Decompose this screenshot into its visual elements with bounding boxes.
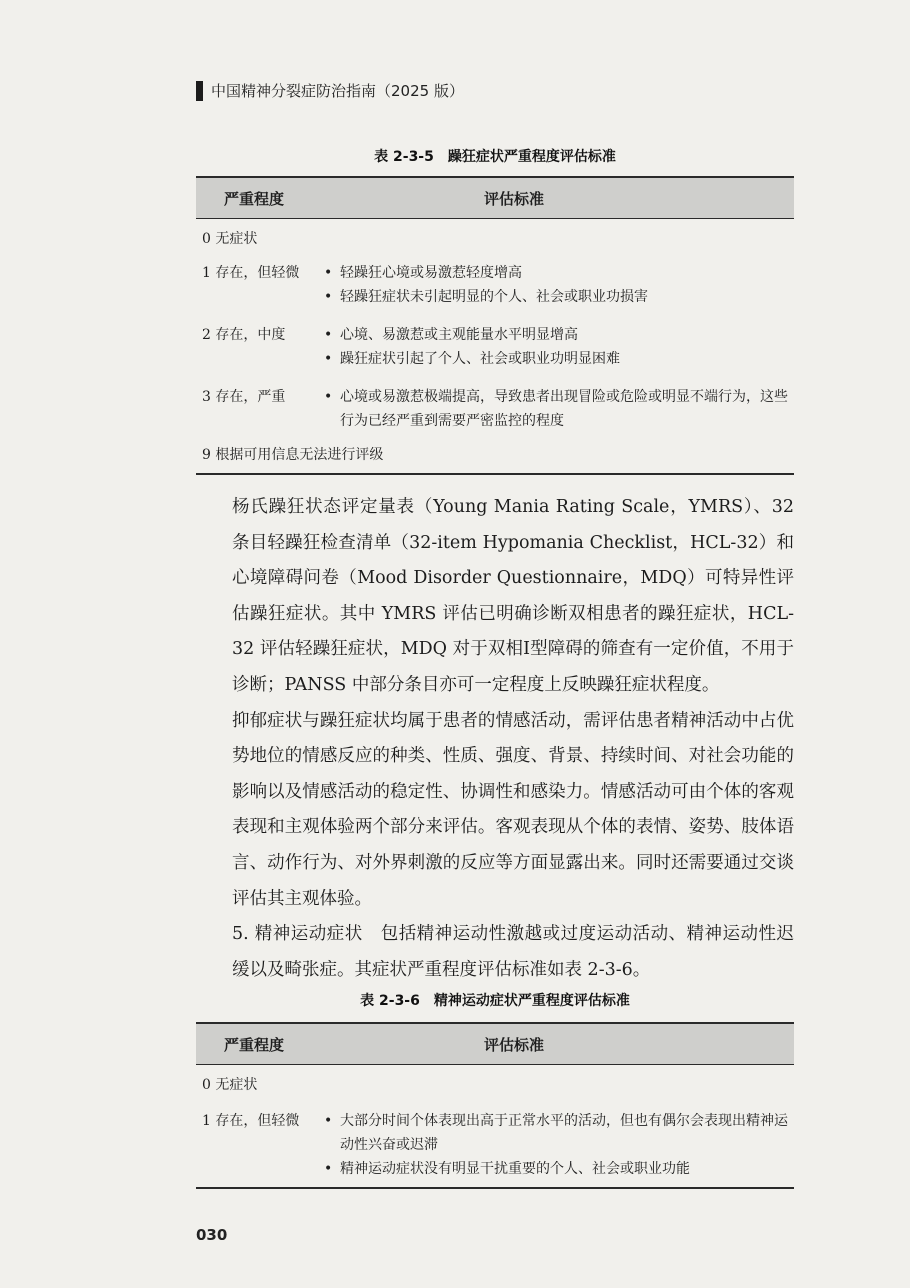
criteria-cell bbox=[324, 1109, 794, 1181]
criteria-item bbox=[324, 261, 794, 285]
table2-header-row bbox=[196, 1022, 794, 1065]
severity-level: 0 无症状 bbox=[202, 1077, 258, 1093]
severity-level: 0 无症状 bbox=[202, 231, 258, 247]
header-bar-mark bbox=[196, 81, 203, 101]
page-number: 030 bbox=[196, 1226, 228, 1244]
bullet-icon: • bbox=[324, 265, 333, 281]
severity-level: 9 根据可用信息无法进行评级 bbox=[202, 447, 384, 463]
paragraph-affect: 抑郁症状与躁狂症状均属于患者的情感活动，需评估患者精神活动中占优势地位的情感反应的种类、性质、强度、背景、持续时间、对社会功能的影响以及情感活动的稳定性、协调性和感染力。情感活动可由个体的客观表现和主观体验两个部分来评估。客观表现从个体的表情、姿势、肢体语言、动作行为、对外界刺激的反应等方面显露出来。同时还需要通过交谈评估其主观体验。 bbox=[232, 710, 794, 909]
criteria-item bbox=[324, 285, 794, 309]
severity-level: 1 存在，但轻微 bbox=[202, 265, 300, 281]
criteria-text: 轻躁狂症状未引起明显的个人、社会或职业功损害 bbox=[340, 289, 648, 305]
severity-level: 3 存在，严重 bbox=[202, 389, 286, 405]
severity-level: 1 存在，但轻微 bbox=[202, 1113, 300, 1129]
table2-col-level: 严重程度 bbox=[224, 1035, 285, 1054]
section-text: 包括精神运动性激越或过度运动活动、精神运动性迟缓以及畸张症。其症状严重程度评估标准如表 2-3-6。 bbox=[232, 924, 795, 980]
paragraph-ymrs: 杨氏躁狂状态评定量表（Young Mania Rating Scale，YMRS）、32 条目轻躁狂检查清单（32-item Hypomania Checklist，HCL-32）和心境障碍问卷（Mood Disorder Questionnaire，MDQ）可特异性评估躁狂症状。其中 YMRS 评估已明确诊断双相患者的躁狂症状，HCL-32 评估轻躁狂症状，MDQ 对于双相Ⅰ型障碍的筛查有一定价值，不用于诊断；PANSS 中部分条目亦可一定程度上反映躁狂症状程度。 bbox=[232, 497, 794, 695]
table1-col-criteria: 评估标准 bbox=[483, 189, 544, 208]
body-text bbox=[196, 490, 794, 988]
bullet-icon: • bbox=[324, 1113, 333, 1129]
table2-caption: 表 2-3-6 精神运动症状严重程度评估标准 bbox=[360, 993, 630, 1009]
criteria-text: 大部分时间个体表现出高于正常水平的活动，但也有偶尔会表现出精神运动性兴奋或迟滞 bbox=[340, 1113, 788, 1153]
table1-col-level: 严重程度 bbox=[224, 189, 285, 208]
section-heading: 5. 精神运动症状 bbox=[232, 924, 363, 945]
bullet-icon: • bbox=[324, 327, 333, 343]
criteria-item bbox=[324, 385, 794, 433]
table1-caption: 表 2-3-5 躁狂症状严重程度评估标准 bbox=[374, 149, 616, 165]
running-header-text: 中国精神分裂症防治指南（2025 版） bbox=[211, 82, 464, 100]
bullet-icon: • bbox=[324, 389, 333, 405]
criteria-cell bbox=[324, 261, 794, 309]
criteria-cell bbox=[324, 385, 794, 433]
table-row bbox=[196, 1109, 794, 1189]
criteria-text: 心境或易激惹极端提高，导致患者出现冒险或危险或明显不端行为，这些行为已经严重到需要严密监控的程度 bbox=[340, 389, 788, 429]
running-header bbox=[196, 80, 464, 101]
criteria-item bbox=[324, 347, 794, 371]
table-row bbox=[196, 227, 794, 251]
table2 bbox=[196, 1022, 794, 1189]
table-row bbox=[196, 1073, 794, 1097]
criteria-cell bbox=[324, 323, 794, 371]
criteria-item bbox=[324, 1157, 794, 1181]
bullet-icon: • bbox=[324, 351, 333, 367]
table-row bbox=[196, 261, 794, 309]
criteria-text: 躁狂症状引起了个人、社会或职业功明显困难 bbox=[340, 351, 620, 367]
bullet-icon: • bbox=[324, 289, 333, 305]
bullet-icon: • bbox=[324, 1161, 333, 1177]
table-row bbox=[196, 323, 794, 371]
table1 bbox=[196, 176, 794, 475]
table-row bbox=[196, 443, 794, 475]
paragraph-psychomotor bbox=[196, 917, 794, 988]
table-row bbox=[196, 385, 794, 433]
severity-level: 2 存在，中度 bbox=[202, 327, 286, 343]
table1-header-row bbox=[196, 176, 794, 219]
table2-col-criteria: 评估标准 bbox=[483, 1035, 544, 1054]
criteria-text: 心境、易激惹或主观能量水平明显增高 bbox=[340, 327, 578, 343]
criteria-item bbox=[324, 1109, 794, 1157]
criteria-text: 轻躁狂心境或易激惹轻度增高 bbox=[340, 265, 522, 281]
criteria-text: 精神运动症状没有明显干扰重要的个人、社会或职业功能 bbox=[340, 1161, 690, 1177]
criteria-item bbox=[324, 323, 794, 347]
